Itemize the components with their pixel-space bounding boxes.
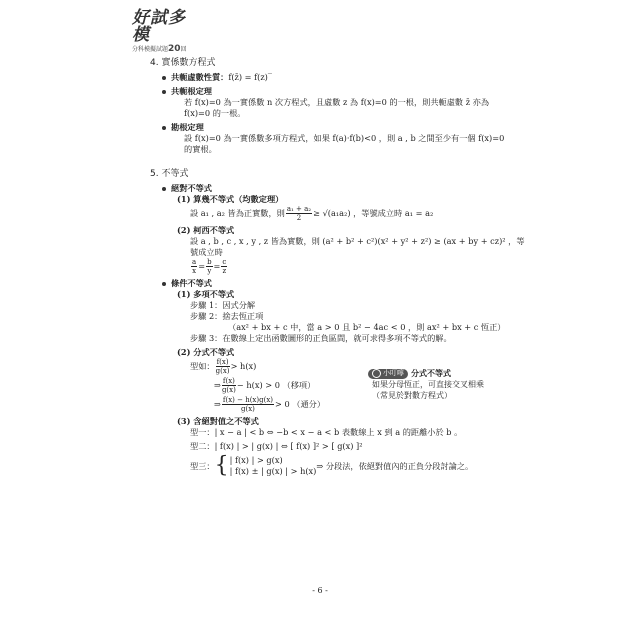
book-logo — [132, 10, 202, 54]
logo-subtitle: 分科模擬試題20回 — [132, 44, 187, 54]
brace-symbol: { — [214, 453, 229, 478]
absolute-inequality-title: (3) 含絕對值之不等式 — [177, 416, 259, 426]
conjugate-root-text: 若 f(x)=0 為一實係數 n 次方程式，且虛數 z 為 f(x)=0 的一根，則共軛虛數 z̄ 亦為 f(x)=0 的一根。 — [184, 97, 490, 118]
abs-type-1: 型一：| x − a | < b ⇔ −b < x − a < b 表數線上 x 到 a 的距離小於 b 。 — [190, 427, 463, 437]
bullet-absolute-inequality: 絕對不等式 — [162, 183, 530, 194]
fraction-step-common: ⇒ $\frac{f(x) - h(x)g(x)}{g(x)}$ > 0 （通分） — [214, 396, 326, 413]
tip-box: 小叮嚀 分式不等式 如果分母恆正，可直接交叉相乘 （常見於對數方程式） — [368, 368, 508, 401]
lightbulb-icon — [372, 369, 381, 378]
am-gm-title: (1) 算幾不等式（均數定理） — [177, 194, 284, 204]
cauchy-title: (2) 柯西不等式 — [177, 225, 235, 235]
step-2: 步驟 2：捨去恆正項 — [190, 311, 264, 321]
bullet-conjugate-root-theorem: 共軛根定理 — [162, 86, 530, 97]
fraction-step-move: ⇒ $\frac{f(x)}{g(x)}$ − h(x) > 0 （移項） — [214, 377, 316, 394]
tip-badge: 小叮嚀 — [368, 369, 408, 379]
step-3: 步驟 3：在數線上定出函數圖形的正負區間，就可求得多項不等式的解。 — [190, 333, 452, 343]
abs-type-2: 型二：| f(x) | > | g(x) | ⇔ [ f(x) ]² > [ g(x) ]² — [190, 441, 363, 451]
step-1: 步驟 1：因式分解 — [190, 300, 256, 310]
tip-header: 小叮嚀 分式不等式 — [368, 368, 508, 379]
bullet-dot — [162, 126, 166, 130]
root-location-text: 設 f(x)=0 為一實係數多項方程式，如果 f(a)·f(b)<0 ，則 a , b 之間至少有一個 f(x)=0 的實根。 — [184, 133, 505, 154]
section-5-title: 5. 不等式 — [150, 169, 189, 179]
bullet-dot — [162, 187, 166, 191]
fraction-inequality-title: (2) 分式不等式 — [177, 347, 235, 357]
bullet-conditional-inequality: 條件不等式 — [162, 278, 530, 289]
bullet-dot — [162, 76, 166, 80]
bullet-dot — [162, 282, 166, 286]
page-number: - 6 - — [312, 586, 328, 595]
cauchy-statement: 設 a , b , c , x , y , z 皆為實數，則 (a² + b² + c²)(x² + y² + z²) ≥ (ax + by + cz)² ，等號成立時 — [190, 236, 525, 257]
abs-type-3: 型三： { | f(x) | > g(x) | f(x) ± | g(x) | > h(x) ⇒ 分段法，依絕對值內的正負分段討論之。 — [190, 453, 474, 478]
fraction-form: 型如： $\frac{f(x)}{g(x)}$ > h(x) — [190, 358, 257, 375]
am-gm-fraction: $\frac{\text{a₁ + a₂}}{2}$ — [286, 205, 312, 222]
am-gm-statement: 設 a₁ , a₂ 皆為正實數，則 $\frac{\text{a₁ + a₂}}{2}$ ≥ √(a₁a₂) ，等號成立時 a₁ = a₂ — [190, 205, 434, 222]
section-4-title: 4. 實係數方程式 — [150, 58, 216, 68]
bullet-root-location-theorem: 勘根定理 — [162, 122, 530, 133]
cauchy-equality-condition: $\frac{a}{x}$ = $\frac{b}{y}$ = $\frac{c}{z}$ — [192, 258, 227, 275]
bullet-conjugate-property: 共軛虛數性質： f(z̄) = f(z)‾ — [162, 72, 530, 83]
step-2-note: （ax² + bx + c 中，當 a > 0 且 b² − 4ac < 0 ，則 ax² + bx + c 恆正） — [228, 322, 506, 332]
poly-inequality-title: (1) 多項不等式 — [177, 289, 235, 299]
bullet-dot — [162, 90, 166, 94]
logo-title: 好試多模 — [132, 8, 186, 45]
main-content — [150, 58, 530, 477]
